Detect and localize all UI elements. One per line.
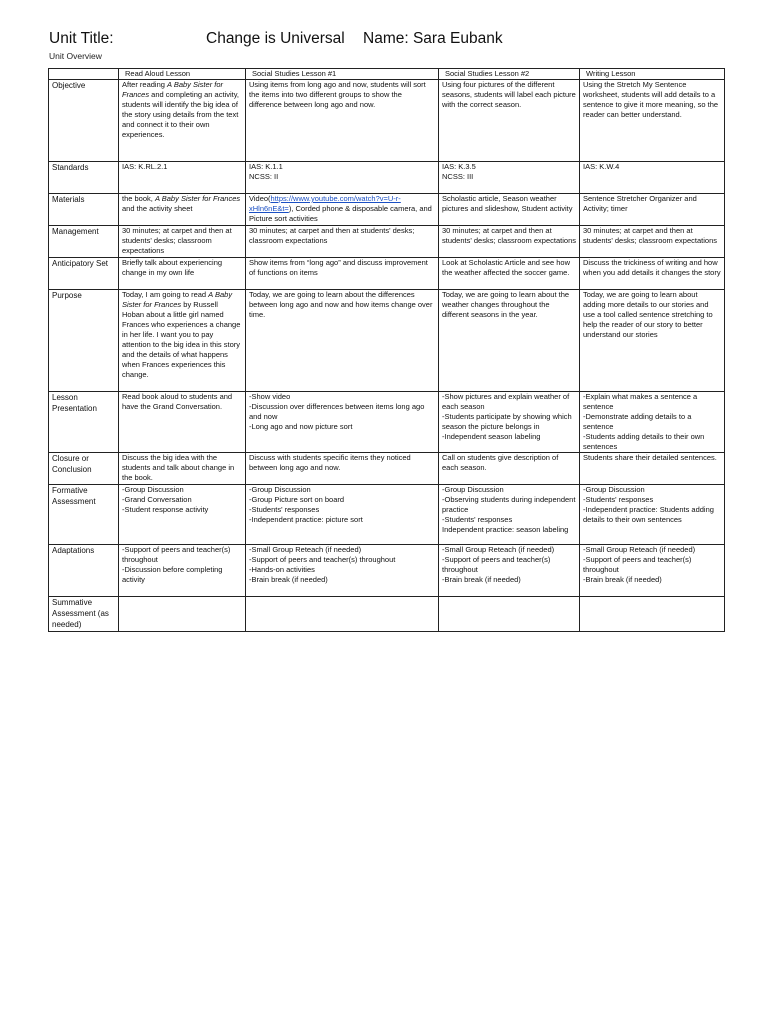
row-label-anticipatory-set: Anticipatory Set (49, 258, 119, 290)
closure-read-aloud: Discuss the big idea with the students and talk about change in the book. (119, 453, 246, 485)
table-row-purpose (49, 290, 725, 392)
row-label-adaptations: Adaptations (49, 545, 119, 597)
materials-ss2: Scholastic article, Season weather pictures and slideshow, Student activity (439, 194, 580, 226)
purpose-ss1: Today, we are going to learn about the differences between long ago and now and how items change over time. (246, 290, 439, 392)
presentation-ss1: -Show video -Discussion over differences between items long ago and now -Long ago and now picture sort (246, 392, 439, 453)
adaptations-read-aloud: -Support of peers and teacher(s) throughout -Discussion before completing activity (119, 545, 246, 597)
unit-plan-table (48, 68, 725, 632)
table-row-formative-assessment (49, 485, 725, 545)
anticipatory-ss2: Look at Scholastic Article and see how the weather affected the soccer game. (439, 258, 580, 290)
objective-ss1: Using items from long ago and now, students will sort the items into two different groups to show the difference between long ago and now. (246, 80, 439, 162)
summative-writing (580, 597, 725, 632)
adaptations-writing: -Small Group Reteach (if needed) -Support of peers and teacher(s) throughout -Brain break (if needed) (580, 545, 725, 597)
table-row-materials (49, 194, 725, 226)
table-row-closure (49, 453, 725, 485)
author-name: Name: Sara Eubank (363, 30, 503, 47)
table-row-standards (49, 162, 725, 194)
column-header-social-studies-2: Social Studies Lesson #2 (439, 69, 580, 80)
presentation-writing: -Explain what makes a sentence a sentence -Demonstrate adding details to a sentence -Students adding details to their own sentences (580, 392, 725, 453)
book-title: A Baby Sister for Frances (122, 80, 224, 99)
video-link[interactable]: https://www.youtube.com/watch?v=U-r-xHln6nE&t= (249, 194, 401, 213)
column-header-writing: Writing Lesson (580, 69, 725, 80)
materials-ss1: Video(https://www.youtube.com/watch?v=U-r-xHln6nE&t=), Corded phone & disposable camera, and Picture sort activities (246, 194, 439, 226)
table-row-lesson-presentation (49, 392, 725, 453)
row-label-purpose: Purpose (49, 290, 119, 392)
management-ss1: 30 minutes; at carpet and then at students' desks; classroom expectations (246, 226, 439, 258)
column-header-blank (49, 69, 119, 80)
standards-ss2: IAS: K.3.5 NCSS: III (439, 162, 580, 194)
row-label-formative-assessment: Formative Assessment (49, 485, 119, 545)
summative-ss2 (439, 597, 580, 632)
objective-writing: Using the Stretch My Sentence worksheet, students will add details to a sentence to give it more meaning, so the reader can better understand. (580, 80, 725, 162)
row-label-management: Management (49, 226, 119, 258)
summative-ss1 (246, 597, 439, 632)
management-writing: 30 minutes; at carpet and then at students' desks; classroom expectations (580, 226, 725, 258)
presentation-read-aloud: Read book aloud to students and have the Grand Conversation. (119, 392, 246, 453)
row-label-summative-assessment: Summative Assessment (as needed) (49, 597, 119, 632)
adaptations-ss2: -Small Group Reteach (if needed) -Support of peers and teacher(s) throughout -Brain break (if needed) (439, 545, 580, 597)
presentation-ss2: -Show pictures and explain weather of each season -Students participate by showing which season the picture belongs in -Independent season labeling (439, 392, 580, 453)
management-read-aloud: 30 minutes; at carpet and then at students' desks; classroom expectations (119, 226, 246, 258)
materials-writing: Sentence Stretcher Organizer and Activity; timer (580, 194, 725, 226)
anticipatory-writing: Discuss the trickiness of writing and how when you add details it changes the story (580, 258, 725, 290)
row-label-standards: Standards (49, 162, 119, 194)
row-label-closure: Closure or Conclusion (49, 453, 119, 485)
row-label-materials: Materials (49, 194, 119, 226)
purpose-ss2: Today, we are going to learn about the weather changes throughout the different seasons in the year. (439, 290, 580, 392)
unit-header (49, 30, 729, 50)
purpose-read-aloud: Today, I am going to read A Baby Sister for Frances by Russell Hoban about a little girl named Frances who experiences a change in her life. I want you to pay attention to the big idea in this story and the details of what happens when Frances experiences this change. (119, 290, 246, 392)
objective-read-aloud: After reading A Baby Sister for Frances and completing an activity, students will identify the big idea of the story using details from the text and connect it to their own experiences. (119, 80, 246, 162)
standards-read-aloud: IAS: K.RL.2.1 (119, 162, 246, 194)
row-label-lesson-presentation: Lesson Presentation (49, 392, 119, 453)
anticipatory-ss1: Show items from “long ago” and discuss improvement of functions on items (246, 258, 439, 290)
column-header-read-aloud: Read Aloud Lesson (119, 69, 246, 80)
closure-ss1: Discuss with students specific items they noticed between long ago and now. (246, 453, 439, 485)
anticipatory-read-aloud: Briefly talk about experiencing change in my own life (119, 258, 246, 290)
objective-ss2: Using four pictures of the different seasons, students will label each picture with the correct season. (439, 80, 580, 162)
table-row-summative-assessment (49, 597, 725, 632)
purpose-writing: Today, we are going to learn about adding more details to our stories and use a tool called sentence stretching to help the reader of our story to better understand our stories (580, 290, 725, 392)
table-row-adaptations (49, 545, 725, 597)
materials-read-aloud: the book, A Baby Sister for Frances and the activity sheet (119, 194, 246, 226)
closure-writing: Students share their detailed sentences. (580, 453, 725, 485)
table-row-anticipatory-set (49, 258, 725, 290)
closure-ss2: Call on students give description of each season. (439, 453, 580, 485)
formative-writing: -Group Discussion -Students' responses -Independent practice: Students adding details to their own sentences (580, 485, 725, 545)
table-header-row (49, 69, 725, 80)
unit-overview-label: Unit Overview (49, 51, 102, 61)
unit-title: Change is Universal (206, 30, 345, 47)
row-label-objective: Objective (49, 80, 119, 162)
formative-ss1: -Group Discussion -Group Picture sort on board -Students' responses -Independent practice: picture sort (246, 485, 439, 545)
formative-read-aloud: -Group Discussion -Grand Conversation -Student response activity (119, 485, 246, 545)
formative-ss2: -Group Discussion -Observing students during independent practice -Students' responses Independent practice: season labeling (439, 485, 580, 545)
column-header-social-studies-1: Social Studies Lesson #1 (246, 69, 439, 80)
management-ss2: 30 minutes; at carpet and then at students' desks; classroom expectations (439, 226, 580, 258)
summative-read-aloud (119, 597, 246, 632)
unit-title-label: Unit Title: (49, 30, 114, 47)
standards-writing: IAS: K.W.4 (580, 162, 725, 194)
table-row-objective (49, 80, 725, 162)
table-row-management (49, 226, 725, 258)
adaptations-ss1: -Small Group Reteach (if needed) -Support of peers and teacher(s) throughout -Hands-on activities -Brain break (if needed) (246, 545, 439, 597)
standards-ss1: IAS: K.1.1 NCSS: II (246, 162, 439, 194)
